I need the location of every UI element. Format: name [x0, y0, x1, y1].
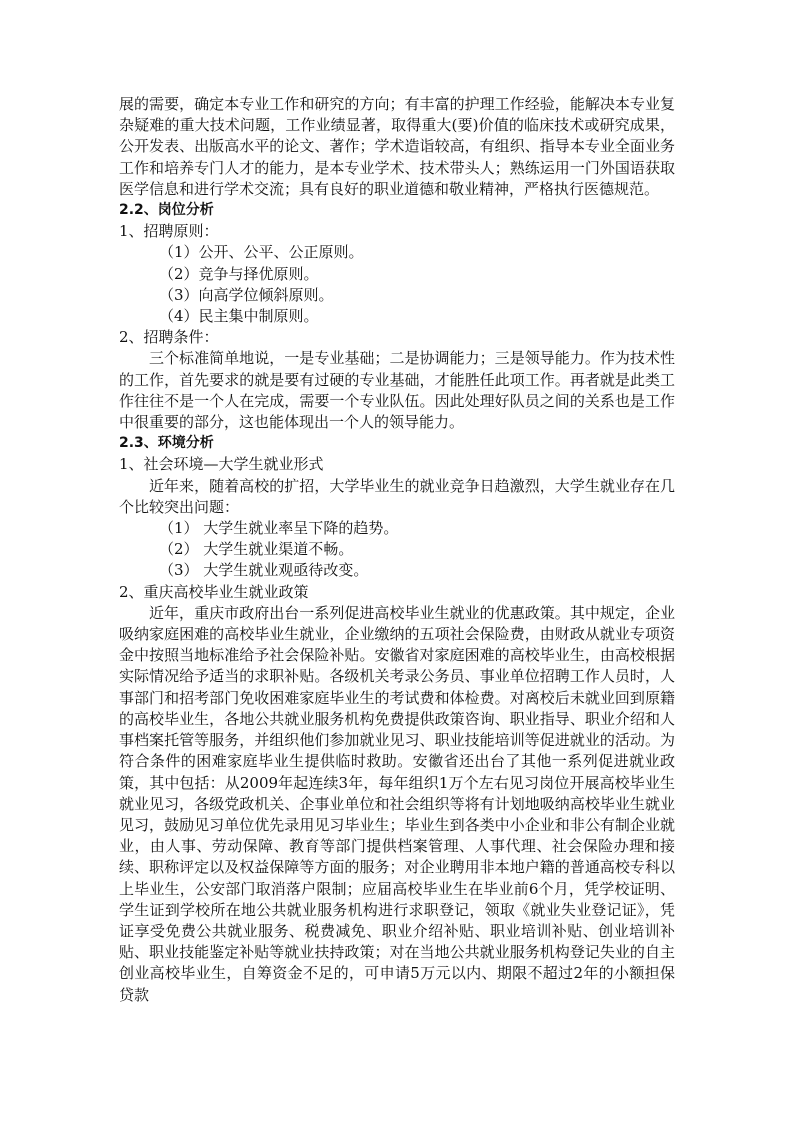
problem-item: （1） 大学生就业率呈下降的趋势。	[159, 519, 399, 538]
principle-item: （2）竞争与择优原则。	[159, 264, 319, 283]
policy-title: 2、重庆高校毕业生就业政策	[119, 582, 309, 601]
policy-paragraph: 近年，重庆市政府出台一系列促进高校毕业生就业的优惠政策。其中规定，企业吸纳家庭困难的高校毕业生就业，企业缴纳的五项社会保险费，由财政从就业专项资金中按照当地标准给予社会保险补贴。安徽省对家庭困难的高校毕业生，由高校根据实际情况给予适当的求职补贴。各级机关考录公务员、事业单位招聘工作人员时，人事部门和招考部门免收困难家庭毕业生的考试费和体检费。对离校后未就业回到原籍的高校毕业生，各地公共就业服务机构免费提供政策咨询、职业指导、职业介绍和人事档案托管等服务，并组织他们参加就业见习、职业技能培训等促进就业的活动。为符合条件的困难家庭毕业生提供临时救助。安徽省还出台了其他一系列促进就业政策，其中包括：从2009年起连续3年，每年组织1万个左右见习岗位开展高校毕业生就业见习，各级党政机关、企事业单位和社会组织等将有计划地吸纳高校毕业生就业见习，鼓励见习单位优先录用见习毕业生；毕业生到各类中小企业和非公有制企业就业，由人事、劳动保障、教育等部门提供档案管理、人事代理、社会保险办理和接续、职称评定以及权益保障等方面的服务；对企业聘用非本地户籍的普通高校专科以上毕业生，公安部门取消落户限制；应届高校毕业生在毕业前6个月，凭学校证明、学生证到学校所在地公共就业服务机构进行求职登记，领取《就业失业登记证》，凭证享受免费公共就业服务、税费减免、职业介绍补贴、职业培训补贴、创业培训补贴、职业技能鉴定补贴等就业扶持政策；对在当地公共就业服务机构登记失业的自主创业高校毕业生，自筹资金不足的，可申请5万元以内、期限不超过2年的小额担保贷款	[119, 603, 675, 1004]
principles-title: 1、招聘原则：	[119, 222, 219, 241]
document-page	[119, 94, 675, 1006]
principle-item: （4）民主集中制原则。	[159, 307, 319, 326]
conditions-title: 2、招聘条件：	[119, 328, 219, 347]
problem-item: （3） 大学生就业观亟待改变。	[159, 561, 369, 580]
section-heading-2-2: 2.2、岗位分析	[119, 202, 214, 219]
social-environment-title: 1、社会环境—大学生就业形式	[119, 455, 324, 474]
conditions-paragraph: 三个标准简单地说，一是专业基础；二是协调能力；三是领导能力。作为技术性的工作，首先要求的就是要有过硬的专业基础，才能胜任此项工作。再者就是此类工作往往不是一个人在完成，需要一个专业队伍。因此处理好队员之间的关系也是工作中很重要的部分，这也能体现出一个人的领导能力。	[119, 349, 675, 432]
section-heading-2-3: 2.3、环境分析	[119, 435, 214, 452]
social-environment-paragraph: 近年来，随着高校的扩招，大学毕业生的就业竞争日趋激烈，大学生就业存在几个比较突出问题：	[119, 476, 675, 516]
problem-item: （2） 大学生就业渠道不畅。	[159, 540, 354, 559]
intro-paragraph: 展的需要，确定本专业工作和研究的方向；有丰富的护理工作经验，能解决本专业复杂疑难的重大技术问题，工作业绩显著，取得重大(要)价值的临床技术或研究成果，公开发表、出版高水平的论文、著作；学术造诣较高，有组织、指导本专业全面业务工作和培养专门人才的能力，是本专业学术、技术带头人；熟练运用一门外国语获取医学信息和进行学术交流；具有良好的职业道德和敬业精神，严格执行医德规范。	[119, 95, 675, 198]
principle-item: （1）公开、公平、公正原则。	[159, 243, 364, 262]
principle-item: （3）向高学位倾斜原则。	[159, 285, 334, 304]
